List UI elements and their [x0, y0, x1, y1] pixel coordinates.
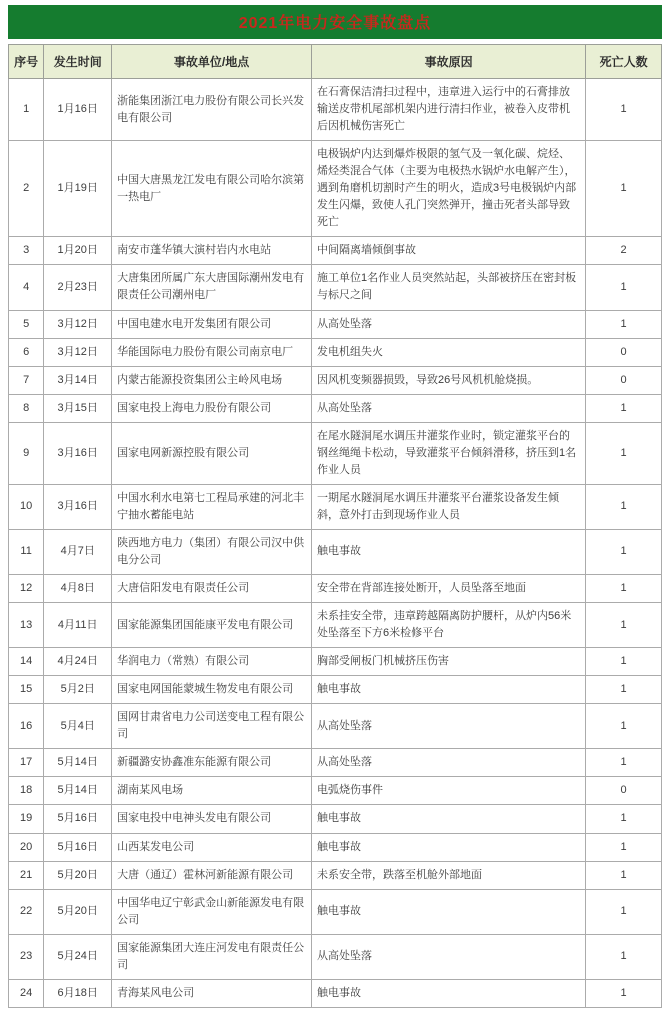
cell-index: 11 [9, 529, 44, 574]
cell-date: 1月20日 [44, 237, 112, 265]
cell-unit: 山西某发电公司 [112, 833, 312, 861]
cell-date: 2月23日 [44, 265, 112, 310]
table-row [9, 934, 662, 979]
cell-index: 7 [9, 366, 44, 394]
cell-index: 24 [9, 979, 44, 1007]
cell-cause: 发电机组失火 [311, 338, 585, 366]
cell-date: 5月14日 [44, 749, 112, 777]
table-row [9, 484, 662, 529]
cell-unit: 南安市蓬华镇大演村岩内水电站 [112, 237, 312, 265]
table-row [9, 777, 662, 805]
cell-date: 3月15日 [44, 394, 112, 422]
table-row [9, 394, 662, 422]
cell-index: 12 [9, 575, 44, 603]
cell-cause: 触电事故 [311, 805, 585, 833]
cell-deaths: 1 [586, 575, 662, 603]
cell-index: 21 [9, 861, 44, 889]
cell-cause: 电弧烧伤事件 [311, 777, 585, 805]
cell-cause: 从高处坠落 [311, 310, 585, 338]
cell-index: 3 [9, 237, 44, 265]
table-row [9, 749, 662, 777]
table-row [9, 237, 662, 265]
cell-cause: 因风机变频器损毁，导致26号风机机舱烧损。 [311, 366, 585, 394]
accidents-table [8, 44, 662, 1008]
column-header-deaths: 死亡人数 [586, 45, 662, 79]
cell-deaths: 1 [586, 676, 662, 704]
cell-deaths: 2 [586, 237, 662, 265]
cell-deaths: 1 [586, 889, 662, 934]
column-header-cause: 事故原因 [311, 45, 585, 79]
cell-date: 4月7日 [44, 529, 112, 574]
cell-deaths: 1 [586, 394, 662, 422]
cell-unit: 大唐集团所属广东大唐国际潮州发电有限责任公司潮州电厂 [112, 265, 312, 310]
cell-deaths: 1 [586, 310, 662, 338]
cell-unit: 大唐（通辽）霍林河新能源有限公司 [112, 861, 312, 889]
cell-cause: 未系挂安全带，违章跨越隔离防护腰杆，从炉内56米处坠落至下方6米检修平台 [311, 603, 585, 648]
cell-deaths: 1 [586, 265, 662, 310]
cell-cause: 一期尾水隧洞尾水调压井灌浆平台灌浆设备发生倾斜，意外打击到现场作业人员 [311, 484, 585, 529]
cell-deaths: 1 [586, 861, 662, 889]
cell-date: 5月20日 [44, 889, 112, 934]
cell-index: 19 [9, 805, 44, 833]
cell-index: 16 [9, 704, 44, 749]
cell-unit: 国网甘肃省电力公司送变电工程有限公司 [112, 704, 312, 749]
cell-deaths: 1 [586, 934, 662, 979]
cell-index: 4 [9, 265, 44, 310]
cell-deaths: 1 [586, 979, 662, 1007]
cell-cause: 从高处坠落 [311, 704, 585, 749]
table-row [9, 79, 662, 141]
cell-index: 10 [9, 484, 44, 529]
cell-date: 6月18日 [44, 979, 112, 1007]
cell-index: 6 [9, 338, 44, 366]
table-row [9, 422, 662, 484]
cell-deaths: 1 [586, 79, 662, 141]
page-title: 2021年电力安全事故盘点 [8, 5, 662, 39]
cell-cause: 触电事故 [311, 529, 585, 574]
cell-index: 17 [9, 749, 44, 777]
cell-date: 5月4日 [44, 704, 112, 749]
cell-cause: 触电事故 [311, 676, 585, 704]
cell-index: 8 [9, 394, 44, 422]
cell-cause: 触电事故 [311, 979, 585, 1007]
cell-unit: 国家电网新源控股有限公司 [112, 422, 312, 484]
cell-unit: 华能国际电力股份有限公司南京电厂 [112, 338, 312, 366]
cell-date: 5月16日 [44, 833, 112, 861]
cell-unit: 新疆潞安协鑫准东能源有限公司 [112, 749, 312, 777]
table-row [9, 338, 662, 366]
cell-index: 22 [9, 889, 44, 934]
cell-index: 15 [9, 676, 44, 704]
cell-date: 3月12日 [44, 338, 112, 366]
cell-deaths: 0 [586, 338, 662, 366]
table-row [9, 889, 662, 934]
cell-cause: 未系安全带，跌落至机舱外部地面 [311, 861, 585, 889]
cell-cause: 电极锅炉内达到爆炸极限的氢气及一氧化碳、烷烃、烯烃类混合气体（主要为电极热水锅炉水电解产生），遇到角磨机切割时产生的明火，造成3号电极锅炉内部发生闪爆，致使人孔门突然弹开，撞击死者头部导致死亡 [311, 141, 585, 237]
cell-deaths: 0 [586, 777, 662, 805]
cell-date: 1月19日 [44, 141, 112, 237]
cell-date: 4月8日 [44, 575, 112, 603]
table-row [9, 310, 662, 338]
cell-index: 18 [9, 777, 44, 805]
cell-unit: 国家电投中电神头发电有限公司 [112, 805, 312, 833]
cell-unit: 青海某风电公司 [112, 979, 312, 1007]
table-row [9, 861, 662, 889]
cell-unit: 内蒙古能源投资集团公主岭风电场 [112, 366, 312, 394]
cell-cause: 施工单位1名作业人员突然站起，头部被挤压在密封板与标尺之间 [311, 265, 585, 310]
cell-date: 5月16日 [44, 805, 112, 833]
cell-cause: 安全带在背部连接处断开，人员坠落至地面 [311, 575, 585, 603]
cell-index: 13 [9, 603, 44, 648]
cell-unit: 国家能源集团大连庄河发电有限责任公司 [112, 934, 312, 979]
table-row [9, 805, 662, 833]
table-row [9, 265, 662, 310]
cell-unit: 湖南某风电场 [112, 777, 312, 805]
cell-index: 1 [9, 79, 44, 141]
cell-index: 2 [9, 141, 44, 237]
cell-date: 5月2日 [44, 676, 112, 704]
cell-cause: 触电事故 [311, 833, 585, 861]
cell-deaths: 1 [586, 648, 662, 676]
cell-date: 5月20日 [44, 861, 112, 889]
column-header-unit: 事故单位/地点 [112, 45, 312, 79]
cell-deaths: 1 [586, 422, 662, 484]
table-row [9, 529, 662, 574]
table-row [9, 704, 662, 749]
table-row [9, 366, 662, 394]
cell-cause: 胸部受闸板门机械挤压伤害 [311, 648, 585, 676]
cell-cause: 从高处坠落 [311, 749, 585, 777]
cell-unit: 中国水利水电第七工程局承建的河北丰宁抽水蓄能电站 [112, 484, 312, 529]
cell-cause: 从高处坠落 [311, 394, 585, 422]
cell-unit: 陕西地方电力（集团）有限公司汉中供电分公司 [112, 529, 312, 574]
column-header-date: 发生时间 [44, 45, 112, 79]
cell-date: 4月11日 [44, 603, 112, 648]
cell-date: 5月14日 [44, 777, 112, 805]
cell-unit: 国家电网国能蒙城生物发电有限公司 [112, 676, 312, 704]
cell-date: 3月16日 [44, 422, 112, 484]
cell-cause: 在石膏保洁清扫过程中，违章进入运行中的石膏排放输送皮带机尾部机架内进行清扫作业，被卷入皮带机后因机械伤害死亡 [311, 79, 585, 141]
cell-index: 14 [9, 648, 44, 676]
cell-deaths: 1 [586, 704, 662, 749]
cell-deaths: 1 [586, 749, 662, 777]
cell-date: 3月12日 [44, 310, 112, 338]
table-row [9, 603, 662, 648]
cell-deaths: 1 [586, 529, 662, 574]
cell-deaths: 1 [586, 805, 662, 833]
table-row [9, 141, 662, 237]
table-row [9, 979, 662, 1007]
cell-deaths: 1 [586, 833, 662, 861]
cell-deaths: 1 [586, 141, 662, 237]
cell-index: 5 [9, 310, 44, 338]
cell-unit: 中国大唐黑龙江发电有限公司哈尔滨第一热电厂 [112, 141, 312, 237]
cell-unit: 华润电力（常熟）有限公司 [112, 648, 312, 676]
cell-unit: 浙能集团浙江电力股份有限公司长兴发电有限公司 [112, 79, 312, 141]
cell-deaths: 1 [586, 603, 662, 648]
cell-date: 5月24日 [44, 934, 112, 979]
cell-unit: 国家电投上海电力股份有限公司 [112, 394, 312, 422]
cell-unit: 大唐信阳发电有限责任公司 [112, 575, 312, 603]
table-row [9, 575, 662, 603]
cell-cause: 从高处坠落 [311, 934, 585, 979]
table-header-row [9, 45, 662, 79]
cell-deaths: 0 [586, 366, 662, 394]
cell-cause: 中间隔离墙倾倒事故 [311, 237, 585, 265]
cell-index: 20 [9, 833, 44, 861]
cell-date: 1月16日 [44, 79, 112, 141]
table-row [9, 676, 662, 704]
cell-date: 3月14日 [44, 366, 112, 394]
column-header-index: 序号 [9, 45, 44, 79]
cell-cause: 触电事故 [311, 889, 585, 934]
table-row [9, 833, 662, 861]
cell-index: 23 [9, 934, 44, 979]
cell-unit: 中国电建水电开发集团有限公司 [112, 310, 312, 338]
cell-deaths: 1 [586, 484, 662, 529]
cell-unit: 国家能源集团国能康平发电有限公司 [112, 603, 312, 648]
cell-index: 9 [9, 422, 44, 484]
cell-cause: 在尾水隧洞尾水调压井灌浆作业时，锁定灌浆平台的钢丝绳绳卡松动，导致灌浆平台倾斜滑移，挤压到1名作业人员 [311, 422, 585, 484]
cell-unit: 中国华电辽宁彰武金山新能源发电有限公司 [112, 889, 312, 934]
cell-date: 3月16日 [44, 484, 112, 529]
cell-date: 4月24日 [44, 648, 112, 676]
table-row [9, 648, 662, 676]
